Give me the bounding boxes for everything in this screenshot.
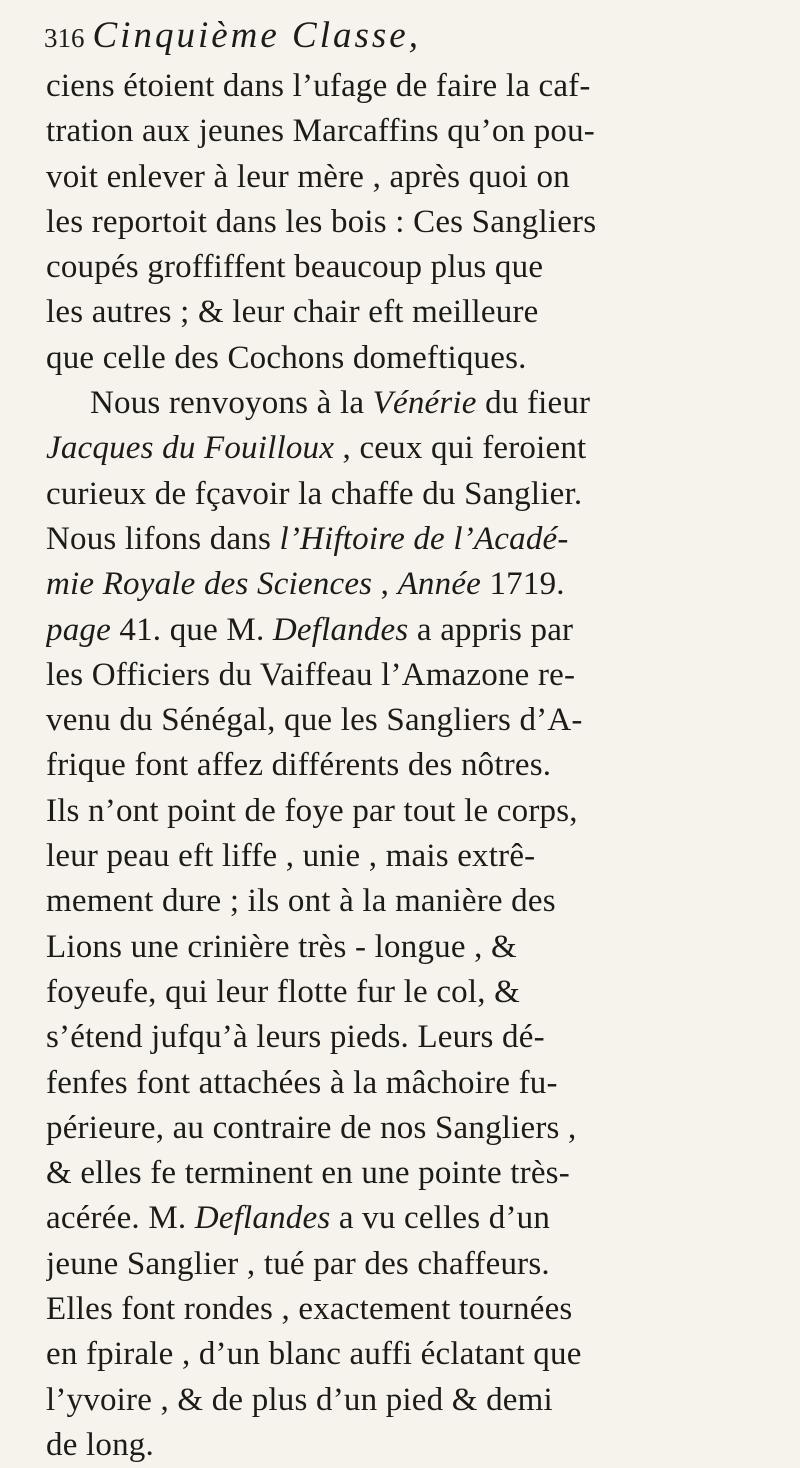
text-line (46, 245, 766, 290)
text-segment: périeure, au contraire de nos Sangliers , (46, 1109, 577, 1146)
text-segment: Ils n’ont point de foye par tout le corps, (46, 792, 578, 829)
text-segment: a vu celles d’un (330, 1200, 551, 1237)
text-line (46, 653, 766, 698)
text-segment: que celle des Cochons domeftiques. (46, 339, 527, 376)
text-line (46, 1061, 766, 1106)
text-segment: , ceux qui feroient (334, 430, 587, 467)
text-segment: Nous lifons dans (46, 520, 280, 557)
text-segment: frique font affez différents des nôtres. (46, 747, 552, 784)
text-segment: les Officiers du Vaiffeau l’Amazone re- (46, 656, 576, 693)
italic-text: l’Hiftoire de l’Acadé- (279, 520, 569, 557)
text-segment: de long. (46, 1426, 154, 1463)
text-segment: a appris par (408, 611, 574, 648)
text-line (46, 472, 766, 517)
text-segment: les reportoit dans les bois : Ces Sangliers (46, 203, 597, 240)
italic-text: Deflandes (194, 1200, 331, 1237)
text-line (46, 1423, 766, 1468)
text-segment: l’yvoire , & de plus d’un pied & demi (46, 1381, 553, 1418)
text-segment: les autres ; & leur chair eft meilleure (46, 294, 539, 331)
text-line (46, 608, 766, 653)
italic-text: Année (397, 566, 482, 603)
text-line (46, 925, 766, 970)
text-line (46, 1015, 766, 1060)
text-segment: jeune Sanglier , tué par des chaffeurs. (46, 1245, 550, 1282)
text-segment: voit enlever à leur mère , après quoi on (46, 158, 570, 195)
text-line (46, 562, 766, 607)
text-line (46, 1196, 766, 1241)
text-line (46, 290, 766, 335)
italic-text: Deflandes (272, 611, 409, 648)
text-segment: leur peau eft liffe , unie , mais extrê- (46, 838, 536, 875)
text-segment: s’étend jufqu’à leurs pieds. Leurs dé- (46, 1019, 545, 1056)
text-line (46, 879, 766, 924)
text-line (46, 200, 766, 245)
italic-text: page (46, 611, 111, 648)
text-segment: du fieur (476, 385, 591, 422)
text-line (46, 155, 766, 200)
text-line (46, 336, 766, 381)
page-number: 316 (44, 23, 85, 53)
text-line (46, 834, 766, 879)
text-line (46, 64, 766, 109)
text-line (46, 381, 766, 426)
text-segment: , (372, 566, 398, 603)
text-line (46, 743, 766, 788)
body-text (46, 64, 766, 1463)
text-line (46, 1287, 766, 1332)
text-segment: ciens étoient dans l’ufage de faire la caf- (46, 68, 591, 104)
text-segment: venu du Sénégal, que les Sangliers d’A- (46, 702, 583, 739)
text-segment: 41. que M. (110, 611, 273, 648)
italic-text: Vénérie (372, 385, 477, 422)
text-line (46, 109, 766, 154)
text-line (46, 1378, 766, 1423)
text-segment: 1719. (481, 566, 565, 603)
text-segment: mement dure ; ils ont à la manière des (46, 883, 556, 920)
text-line (46, 970, 766, 1015)
text-segment: Nous renvoyons à la (90, 385, 373, 422)
text-segment: Elles font rondes , exactement tournées (46, 1291, 573, 1328)
text-segment: & elles fe terminent en une pointe très- (46, 1155, 570, 1192)
text-line (46, 1106, 766, 1151)
text-segment: Lions une crinière très - longue , & (46, 928, 517, 965)
text-segment: fenfes font attachées à la mâchoire fu- (46, 1064, 558, 1101)
text-segment: foyeufe, qui leur flotte fur le col, & (46, 973, 521, 1010)
text-segment: coupés groffiffent beaucoup plus que (46, 249, 544, 286)
running-head: Cinquième Classe, (92, 15, 421, 56)
text-line (46, 698, 766, 743)
italic-text: Jacques du Fouilloux (46, 430, 335, 467)
text-line (46, 1242, 766, 1287)
text-line (46, 789, 766, 834)
text-segment: curieux de fçavoir la chaffe du Sanglier. (46, 475, 583, 512)
text-segment: en fpirale , d’un blanc auffi éclatant que (46, 1336, 582, 1373)
text-line (46, 1332, 766, 1377)
page-header (44, 14, 764, 64)
text-line (46, 1151, 766, 1196)
text-line (46, 517, 766, 562)
text-line (46, 426, 766, 471)
text-segment: tration aux jeunes Marcaffins qu’on pou- (46, 113, 595, 150)
text-segment: acérée. M. (46, 1200, 195, 1237)
italic-text: mie Royale des Sciences (46, 566, 373, 603)
